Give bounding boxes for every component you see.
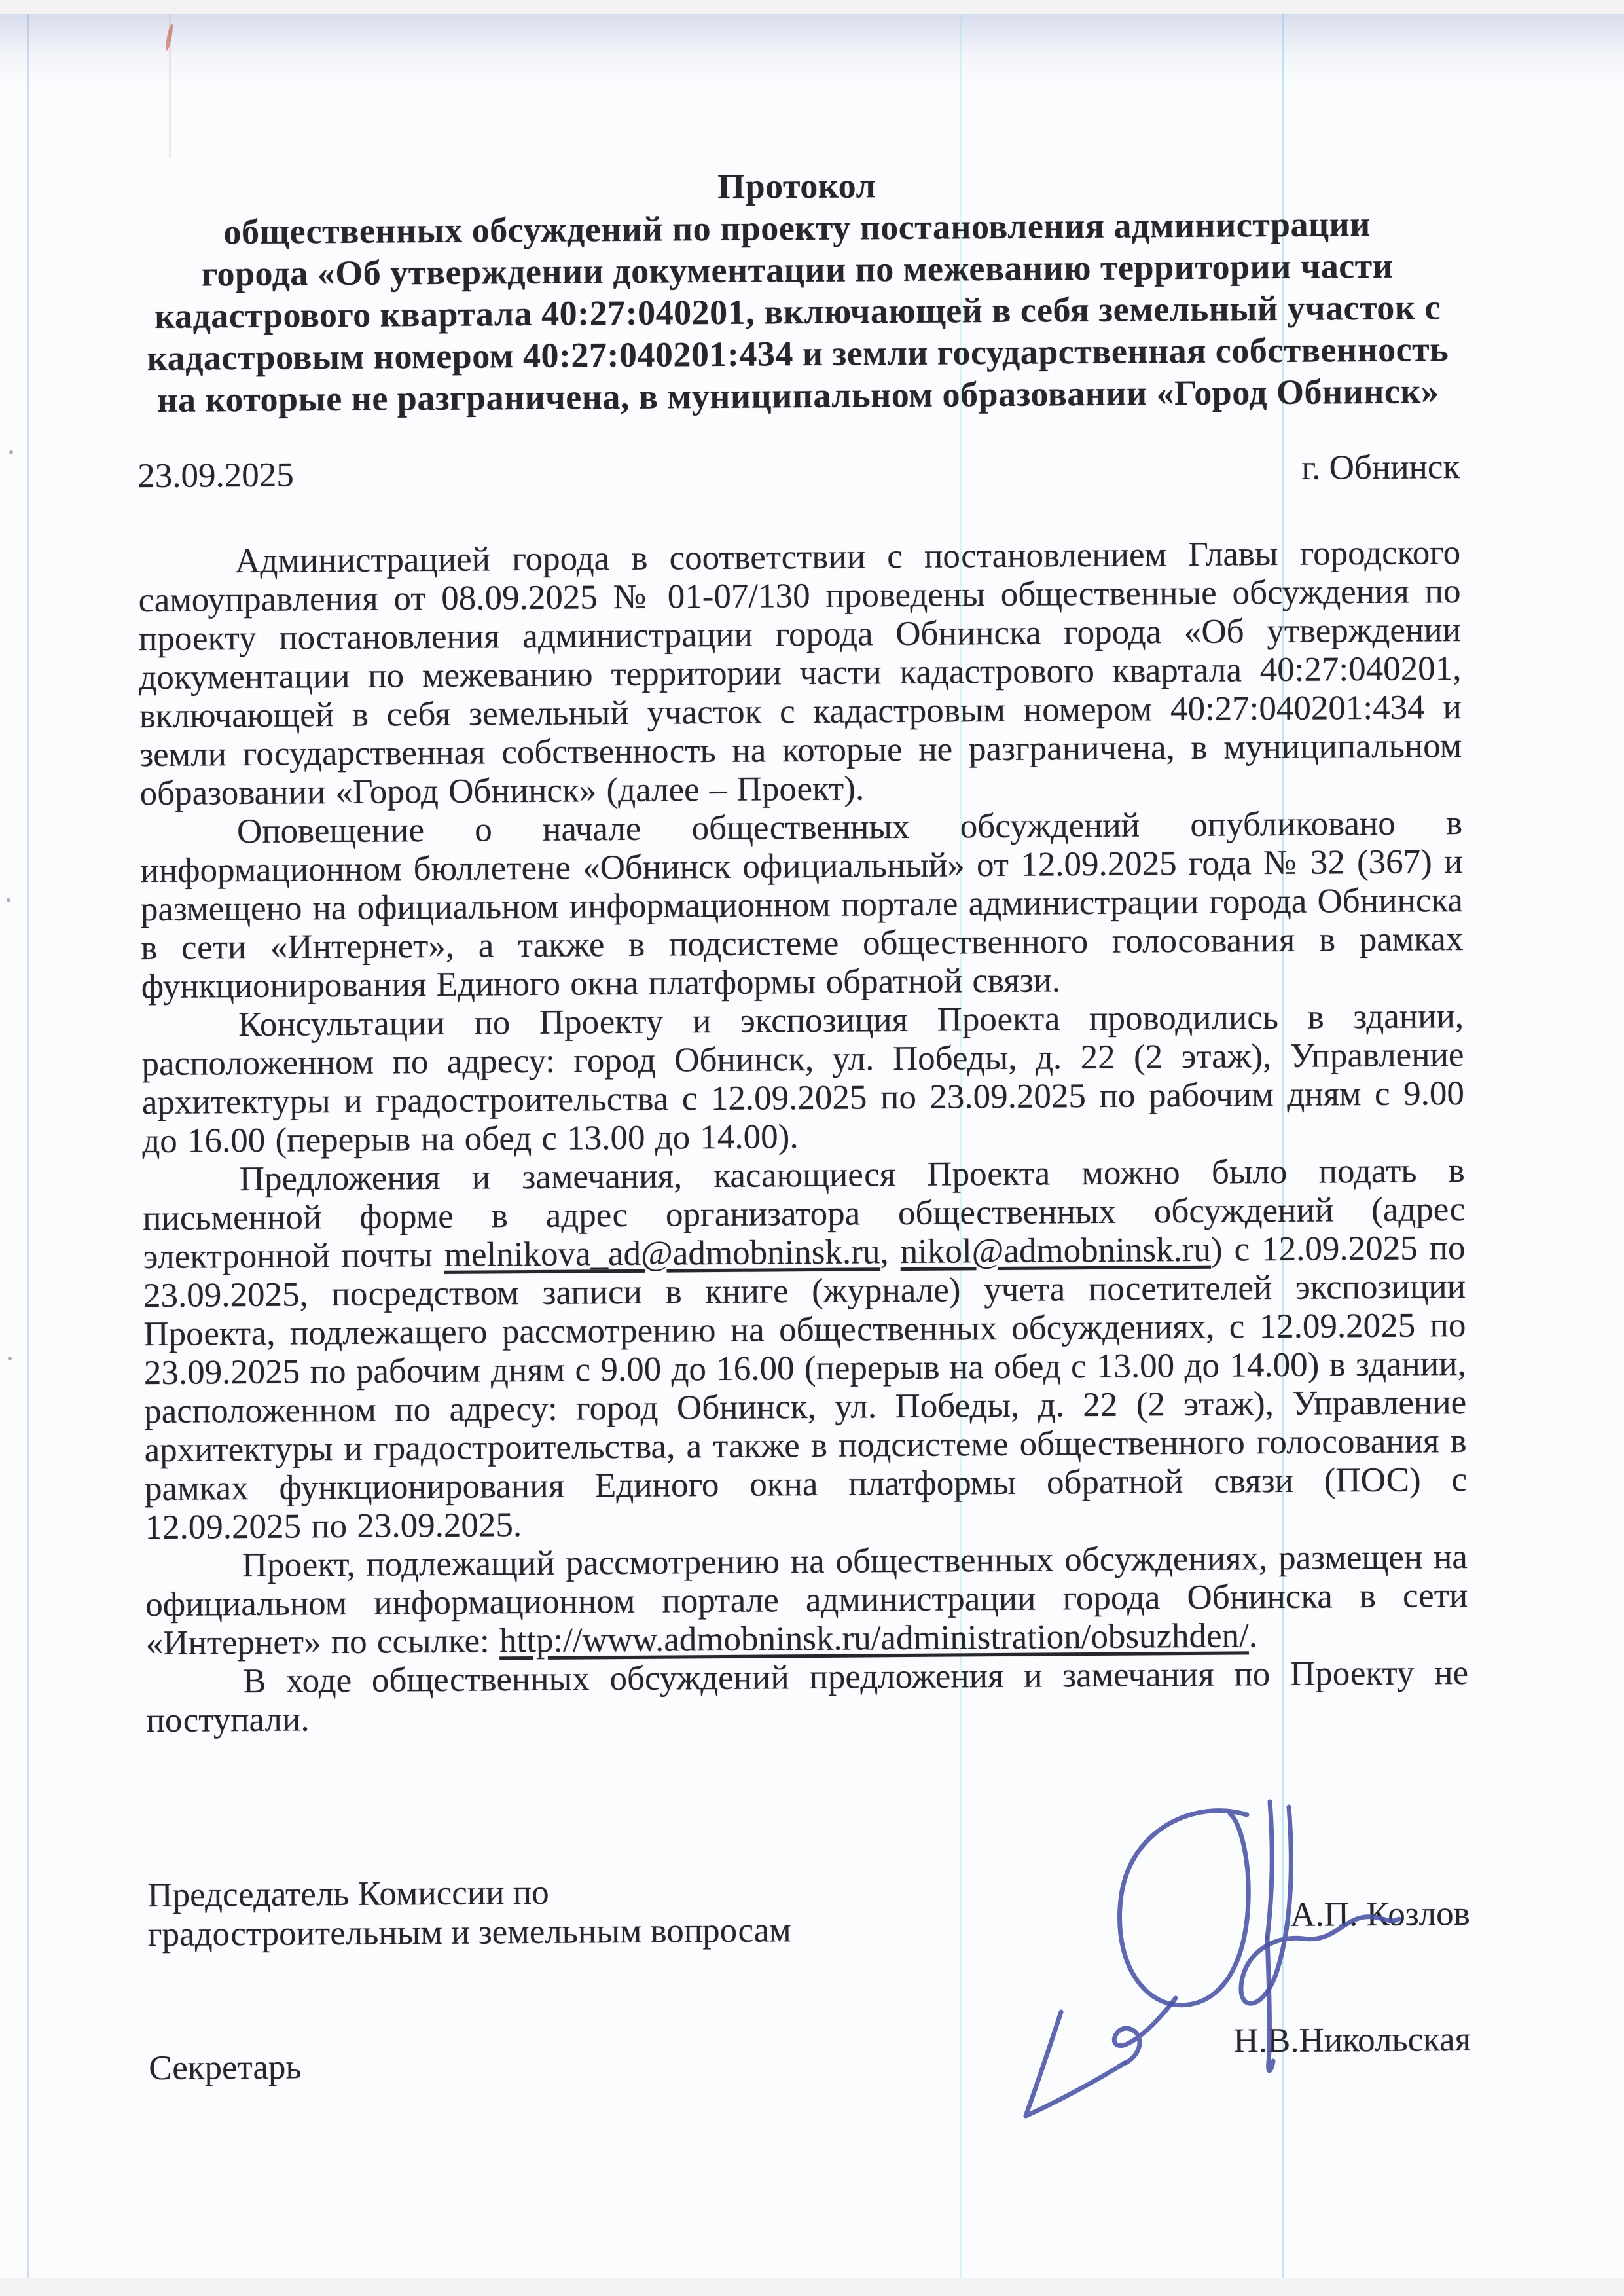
link-text: melnikova_ad@admobninsk.ru xyxy=(444,1233,880,1274)
body-text: Администрацией города в соответствии с постановлением Главы городского самоуправления от 08.09.2025 № 01-07/130 проведены общественные обсуждения по проекту постановления администрации города Обнинска города «Об утверждении документации по межеванию территории части кадастрового квартала 40:27:040201, включающей в себя земельный участок с кадастровым номером 40:27:040201:434 и земли государственная собственность на которые не разграничена, в муниципальном образовании «Город Обнинск» (далее – Проект). xyxy=(138,534,1462,813)
paragraph xyxy=(146,1654,1469,1740)
title-line: кадастрового квартала 40:27:040201, включающей в себя земельный участок с xyxy=(154,287,1441,336)
body-text: ) с 12.09.2025 по 23.09.2025, посредством записи в книге (журнале) учета посетителей экспозиции Проекта, подлежащего рассмотрению на общественных обсуждениях, с 12.09.2025 по 23.09.2025 по рабочим дням с 9.00 до 16.00 (перерыв на обед с 13.00 до 14.00) в здании, расположенном по адресу: город Обнинск, ул. Победы, д. 22 (2 этаж), Управление архитектуры и градостроительства, а также в подсистеме общественного голосования в рамках функционирования Единого окна платформы обратной связи (ПОС) с 12.09.2025 по 23.09.2025. xyxy=(143,1229,1468,1547)
paragraph xyxy=(138,534,1462,813)
body-text: Оповещение о начале общественных обсуждений опубликовано в информационном бюллетене «Обнинск официальный» от 12.09.2025 года № 32 (367) и размещено на официальном информационном портале администрации города Обнинска в сети «Интернет», а также в подсистеме общественного голосования в рамках функционирования Единого окна платформы обратной связи. xyxy=(140,804,1464,1006)
signatory-role-line: Секретарь xyxy=(149,2048,302,2088)
paragraph xyxy=(141,997,1465,1161)
document-title xyxy=(135,160,1460,421)
signatory-name: Н.В.Никольская xyxy=(1233,2020,1471,2060)
title-line: на которые не разграничена, в муниципальном образовании «Город Обнинск» xyxy=(157,371,1439,420)
body-text: . xyxy=(1248,1616,1258,1655)
signatory-role xyxy=(149,2028,302,2088)
paragraph xyxy=(143,1152,1468,1547)
title-line: Протокол xyxy=(717,166,876,206)
link-text: nikol@admobninsk.ru xyxy=(900,1230,1212,1271)
title-line: кадастровым номером 40:27:040201:434 и земли государственная собственность xyxy=(147,329,1449,378)
link-text: http://www.admobninsk.ru/administration/obsuzhden/ xyxy=(499,1616,1249,1660)
signatory-name: А.П. Козлов xyxy=(1290,1895,1470,1934)
body-text: В ходе общественных обсуждений предложения и замечания по Проекту не поступали. xyxy=(146,1654,1469,1740)
paragraph xyxy=(140,804,1464,1006)
body-text: Проект, подлежащий рассмотрению на общественных обсуждениях, размещен на официальном информационном портале администрации города Обнинска в сети «Интернет» по ссылке: xyxy=(145,1538,1468,1663)
paragraph xyxy=(145,1538,1468,1663)
document-place: г. Обнинск xyxy=(1301,448,1460,487)
signature-block-chairman xyxy=(147,1867,1470,1954)
document-body xyxy=(138,534,1469,1740)
body-text: Предложения и замечания, касающиеся Проекта можно было подать в письменной форме в адрес организатора общественных обсуждений (адрес электронной почты xyxy=(142,1152,1466,1277)
signature-block-secretary xyxy=(149,2020,1471,2088)
body-text: Консультации по Проекту и экспозиция Проекта проводились в здании, расположенном по адресу: город Обнинск, ул. Победы, д. 22 (2 этаж), Управление архитектуры и градостроительства с 12.09.2025 по 23.09.2025 по рабочим дням с 9.00 до 16.00 (перерыв на обед с 13.00 до 14.00). xyxy=(141,997,1465,1161)
signatory-role-line: Председатель Комиссии по xyxy=(147,1873,549,1915)
document-date: 23.09.2025 xyxy=(137,456,294,496)
title-line: города «Об утверждении документации по межеванию территории части xyxy=(201,246,1394,294)
title-line: общественных обсуждений по проекту постановления администрации xyxy=(223,204,1371,252)
body-text: , xyxy=(880,1233,901,1271)
dateline xyxy=(137,447,1460,496)
signatory-role xyxy=(147,1871,791,1954)
signatory-role-line: градостроительным и земельным вопросам xyxy=(147,1911,791,1954)
